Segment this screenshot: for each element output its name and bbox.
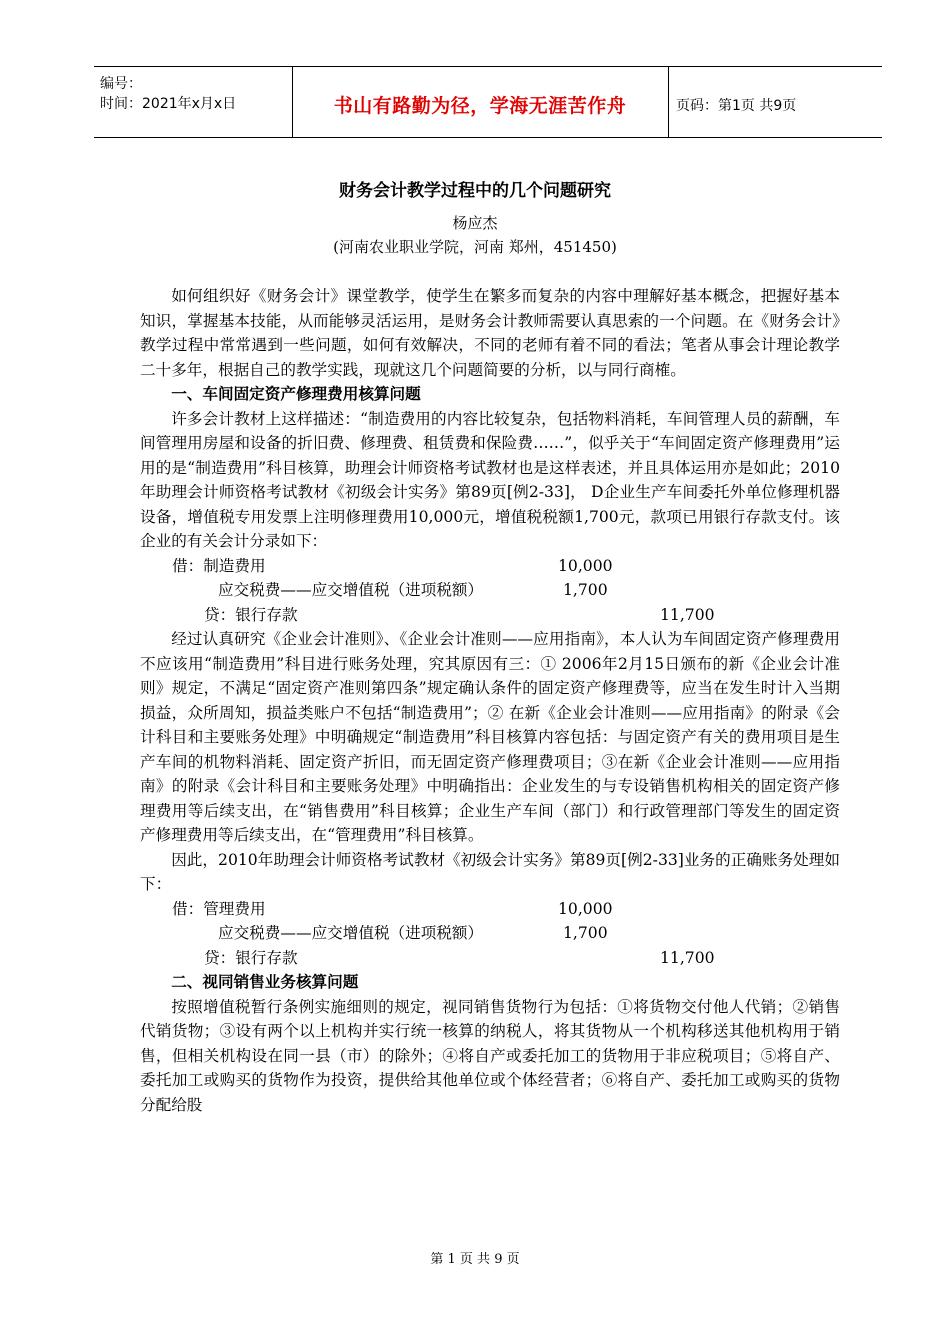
entry-2-credit-row xyxy=(140,946,840,971)
article-body xyxy=(140,284,840,1117)
document-time-label: 时间：2021年x月x日 xyxy=(100,96,237,112)
entry-2-debit-1-amount: 10,000 xyxy=(558,899,613,918)
header-page-number: 页码：第1页 共9页 xyxy=(676,98,797,114)
section-1-heading: 一、车间固定资产修理费用核算问题 xyxy=(171,385,421,403)
article-title: 财务会计教学过程中的几个问题研究 xyxy=(339,181,611,201)
section-1-paragraph-1: 许多会计教材上这样描述：“制造费用的内容比较复杂，包括物料消耗，车间管理人员的薪酬，车间管理用房屋和设备的折旧费、修理费、租赁费和保险费……”，似乎关于“车间固定资产修理费用”运用的是“制造费用”科目核算，助理会计师资格考试教材也是这样表述，并且具体运用亦是如此；2010年助理会计师资格考试教材《初级会计实务》第89页[例2-33]， D企业生产车间委托外单位修理机器设备，增值税专用发票上注明修理费用10,000元，增值税税额1,700元，款项已用银行存款支付。该企业的有关会计分录如下： xyxy=(140,409,840,550)
entry-1-credit-row xyxy=(140,603,840,628)
intro-paragraph: 如何组织好《财务会计》课堂教学，使学生在繁多而复杂的内容中理解好基本概念，把握好基本知识，掌握基本技能，从而能够灵活运用，是财务会计教师需要认真思索的一个问题。在《财务会计》教学过程中常常遇到一些问题，如何有效解决，不同的老师有着不同的看法；笔者从事会计理论教学二十多年，根据自己的教学实践，现就这几个问题简要的分析，以与同行商榷。 xyxy=(140,287,840,379)
journal-entry-1 xyxy=(140,554,840,628)
entry-1-debit-1-label: 借：制造费用 xyxy=(172,556,266,575)
article-affiliation: (河南农业职业学院，河南 郑州，451450) xyxy=(333,238,617,256)
section-1-paragraph-2: 经过认真研究《企业会计准则》、《企业会计准则——应用指南》，本人认为车间固定资产修理费用不应该用“制造费用”科目进行账务处理，究其原因有三：① 2006年2月15日颁布的新《企业会计准则》规定，不满足“固定资产准则第四条”规定确认条件的固定资产修理费等，应当在发生时计入当期损益，众所周知，损益类账户不包括“制造费用”；② 在新《企业会计准则——应用指南》的附录《会计科目和主要账务处理》中明确规定“制造费用”科目核算内容包括：与固定资产有关的费用项目是生产车间的机物料消耗、固定资产折旧，而无固定资产修理费项目；③在新《企业会计准则——应用指南》的附录《会计科目和主要账务处理》中明确指出：企业发生的与专设销售机构相关的固定资产修理费用等后续支出，在“销售费用”科目核算；企业生产车间（部门）和行政管理部门等发生的固定资产修理费用等后续支出，在“管理费用”科目核算。 xyxy=(140,630,840,844)
entry-1-credit-amount: 11,700 xyxy=(660,605,715,624)
section-2-heading: 二、视同销售业务核算问题 xyxy=(171,973,359,991)
journal-entry-2 xyxy=(140,897,840,971)
document-number-label: 编号： xyxy=(100,76,142,92)
entry-2-debit-row-2 xyxy=(140,921,840,946)
entry-2-debit-2-label: 应交税费——应交增值税（进项税额） xyxy=(218,924,484,942)
entry-1-debit-1-amount: 10,000 xyxy=(558,556,613,575)
header-motto: 书山有路勤为径，学海无涯苦作舟 xyxy=(333,95,627,117)
section-2-paragraph-1: 按照增值税暂行条例实施细则的规定，视同销售货物行为包括：①将货物交付他人代销；②销售代销货物；③设有两个以上机构并实行统一核算的纳税人，将其货物从一个机构移送其他机构用于销售，但相关机构设在同一县（市）的除外；④将自产或委托加工的货物用于非应税项目；⑤将自产、委托加工或购买的货物作为投资，提供给其他单位或个体经营者；⑥将自产、委托加工或购买的货物分配给股 xyxy=(140,997,840,1114)
header-motto-cell xyxy=(292,67,669,137)
entry-1-debit-2-label: 应交税费——应交增值税（进项税额） xyxy=(218,581,484,599)
entry-2-debit-row-1 xyxy=(140,897,840,922)
header-page-cell xyxy=(668,67,882,137)
entry-2-credit-amount: 11,700 xyxy=(660,948,715,967)
section-1-paragraph-3: 因此，2010年助理会计师资格考试教材《初级会计实务》第89页[例2-33]业务的正确账务处理如下： xyxy=(140,850,840,893)
entry-2-credit-label: 贷：银行存款 xyxy=(204,948,298,967)
header-meta-cell xyxy=(94,67,293,137)
entry-2-debit-2-amount: 1,700 xyxy=(563,924,608,942)
entry-1-debit-row-2 xyxy=(140,578,840,603)
article-author: 杨应杰 xyxy=(452,214,498,232)
page-header xyxy=(94,66,882,138)
entry-2-debit-1-label: 借：管理费用 xyxy=(172,899,266,918)
entry-1-credit-label: 贷：银行存款 xyxy=(204,605,298,624)
entry-1-debit-row-1 xyxy=(140,554,840,579)
entry-1-debit-2-amount: 1,700 xyxy=(563,581,608,599)
page-footer: 第 1 页 共 9 页 xyxy=(430,1252,520,1267)
